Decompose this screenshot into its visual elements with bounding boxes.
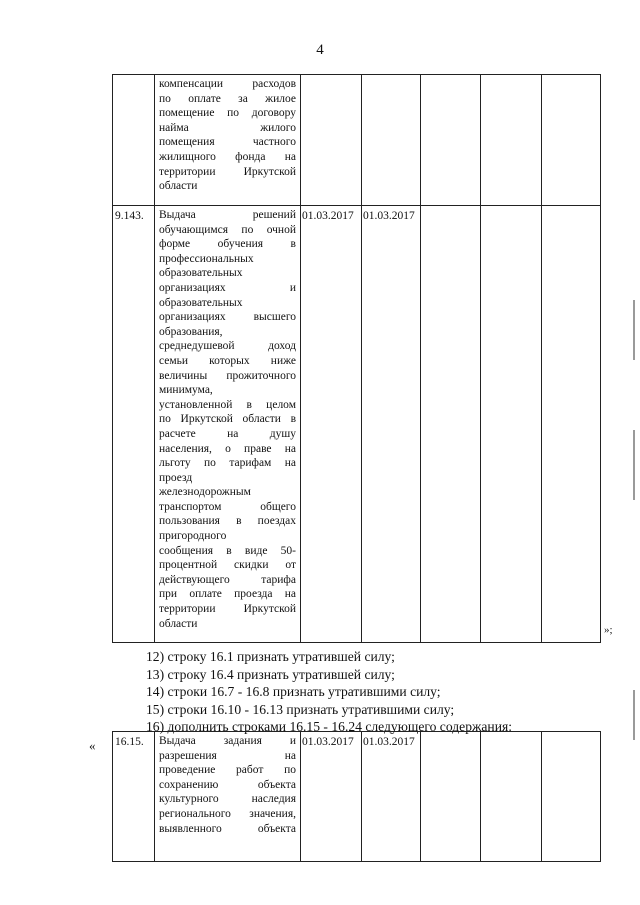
description-line: компенсации расходов	[159, 78, 296, 90]
description-line: Выдача решений	[159, 209, 296, 221]
empty-cell	[481, 206, 542, 643]
amendment-item: 12) строку 16.1 признать утратившей силу;	[146, 649, 395, 664]
description-line: профессиональных	[159, 252, 254, 265]
row-description-cell	[155, 206, 301, 643]
description-line: железнодорожным	[159, 486, 251, 499]
table-row	[113, 732, 601, 862]
description-line: по Иркутской области в	[159, 413, 296, 426]
services-table	[112, 74, 601, 643]
description-line: расчете на душу	[159, 427, 296, 440]
description-line: проведение работ по	[159, 764, 296, 777]
description-line: процентной скидки от	[159, 559, 296, 572]
description-line: льготу по тарифам на	[159, 457, 296, 470]
page-number: 4	[316, 42, 324, 58]
table-row	[113, 206, 601, 643]
description-line: проезд	[159, 471, 193, 484]
description-line: образования,	[159, 325, 223, 338]
description-line: Выдача задания и	[159, 735, 296, 747]
description-line: населения, о праве на	[159, 442, 296, 455]
empty-cell	[542, 206, 601, 643]
row-description-cell	[155, 75, 301, 206]
opening-quote-mark: «	[89, 738, 96, 753]
description-line: сохранению объекта	[159, 778, 296, 791]
date-start-cell: 01.03.2017	[301, 732, 362, 862]
amendment-item: 15) строки 16.10 - 16.13 признать утратившими силу;	[146, 701, 455, 717]
description-line: жилищного фонда на	[159, 150, 296, 163]
description-line: форме обучения в	[159, 238, 296, 251]
description-line: разрешения на	[159, 749, 296, 762]
row-number-cell: 16.15.	[113, 732, 155, 862]
empty-cell	[542, 732, 601, 862]
description-line: территории Иркутской	[159, 603, 296, 616]
description-line: семьи которых ниже	[159, 354, 296, 367]
scan-artifact	[633, 430, 635, 500]
amendment-item: 13) строку 16.4 признать утратившей силу;	[146, 666, 395, 682]
description-line: области	[159, 617, 198, 630]
description-line: обучающимся по очной	[159, 223, 296, 236]
description-line: культурного наследия	[159, 793, 296, 806]
date-start-cell	[301, 75, 362, 206]
description-line: среднедушевой доход	[159, 340, 296, 353]
date-end-cell: 01.03.2017	[362, 206, 421, 643]
row-number-cell: 9.143.	[113, 206, 155, 643]
date-end-cell: 01.03.2017	[362, 732, 421, 862]
description-line: при оплате проезда на	[159, 588, 296, 601]
description-line: помещение по договору	[159, 107, 296, 120]
description-line: по оплате за жилое	[159, 92, 296, 105]
empty-cell	[481, 732, 542, 862]
description-line: величины прожиточного	[159, 369, 296, 382]
scan-artifact	[633, 690, 635, 740]
closing-quote-mark: »;	[604, 624, 613, 636]
description-line: найма жилого	[159, 121, 296, 134]
description-line: пригородного	[159, 530, 227, 543]
empty-cell	[421, 75, 481, 206]
table-row	[113, 75, 601, 206]
description-line: сообщения в виде 50-	[159, 544, 296, 557]
description-line: минимума,	[159, 384, 213, 397]
empty-cell	[481, 75, 542, 206]
description-line: выявленного объекта	[159, 822, 296, 835]
date-start-cell: 01.03.2017	[301, 206, 362, 643]
empty-cell	[421, 206, 481, 643]
description-line: действующего тарифа	[159, 573, 296, 586]
description-line: образовательных	[159, 267, 243, 280]
description-line: пользования в поездах	[159, 515, 296, 528]
row-number-cell	[113, 75, 155, 206]
description-line: помещения частного	[159, 136, 296, 149]
description-line: организациях высшего	[159, 311, 296, 324]
amendment-item: 16) дополнить строками 16.15 - 16.24 следующего содержания:	[146, 719, 512, 735]
amendment-list	[146, 648, 512, 736]
row-description-cell	[155, 732, 301, 862]
description-line: образовательных	[159, 296, 243, 309]
description-line: области	[159, 180, 198, 193]
scan-artifact	[633, 300, 635, 360]
amendment-item: 14) строки 16.7 - 16.8 признать утратившими силу;	[146, 684, 441, 700]
date-end-cell	[362, 75, 421, 206]
description-line: организациях и	[159, 281, 296, 294]
added-rows-table	[112, 731, 601, 862]
description-line: территории Иркутской	[159, 165, 296, 178]
empty-cell	[421, 732, 481, 862]
empty-cell	[542, 75, 601, 206]
description-line: установленной в целом	[159, 398, 296, 411]
description-line: транспортом общего	[159, 500, 296, 513]
description-line: регионального значения,	[159, 807, 296, 820]
